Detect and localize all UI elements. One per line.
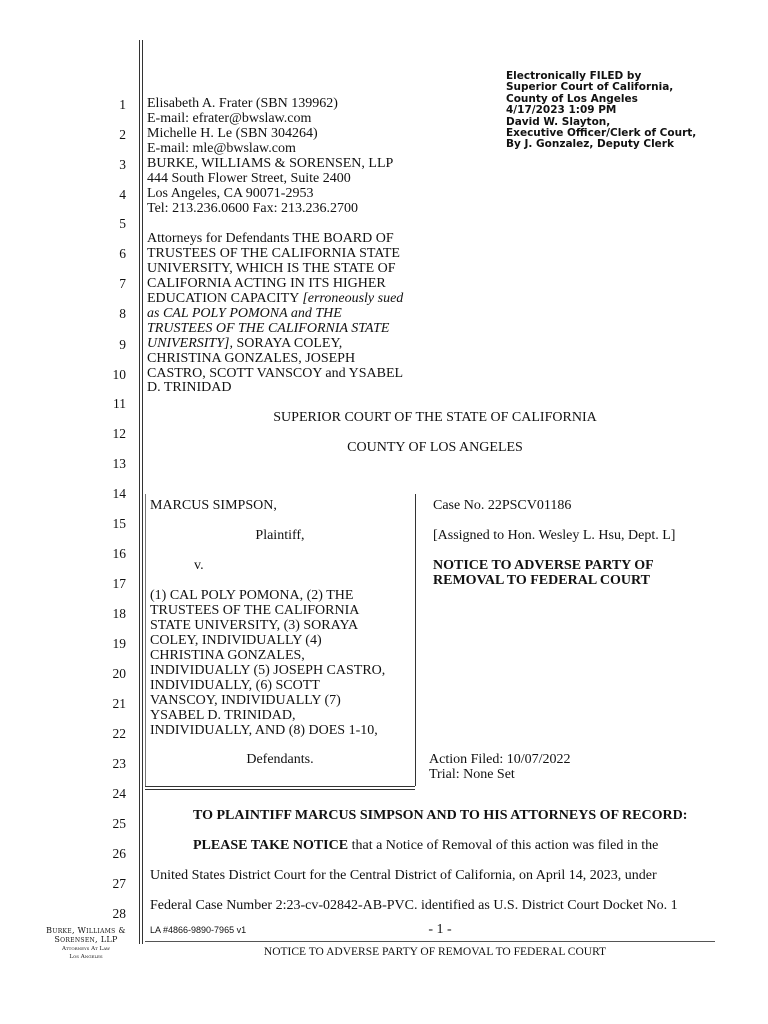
line-number: 10: [112, 367, 126, 382]
attorneys-for-line: [147, 291, 403, 307]
attorneys-for-line: TRUSTEES OF THE CALIFORNIA STATE: [147, 321, 390, 336]
defendant-line: INDIVIDUALLY, AND (8) DOES 1-10,: [150, 723, 378, 738]
body-paragraph-line: [193, 838, 658, 854]
line-number: 3: [119, 157, 126, 172]
trial-date: Trial: None Set: [429, 767, 515, 782]
firm-city: Los Angeles: [69, 954, 103, 960]
attorneys-for-text: SORAYA COLEY,: [232, 336, 343, 351]
firm-name-line-1: Burke, Williams &: [46, 926, 126, 935]
plaintiff-name: MARCUS SIMPSON,: [150, 498, 277, 513]
left-margin-rule-inner: [142, 40, 143, 944]
line-number: 5: [119, 216, 126, 231]
line-number: 8: [119, 306, 126, 321]
line-number: 13: [112, 456, 126, 471]
stamp-line: 4/17/2023 1:09 PM: [506, 104, 617, 117]
caption-bottom-rule-2: [145, 789, 415, 790]
defendant-line: STATE UNIVERSITY, (3) SORAYA: [150, 618, 359, 633]
salutation: TO PLAINTIFF MARCUS SIMPSON AND TO HIS ATTORNEYS OF RECORD:: [193, 808, 688, 823]
defendant-line: CHRISTINA GONZALES,: [150, 648, 305, 663]
line-number: 1: [119, 97, 126, 112]
caption-bottom-rule: [145, 786, 415, 787]
line-number: 15: [112, 516, 126, 531]
line-number: 24: [112, 786, 126, 801]
stamp-line: Electronically FILED by: [506, 70, 642, 82]
attorneys-for-line: TRUSTEES OF THE CALIFORNIA STATE: [147, 246, 400, 261]
attorneys-for-line: D. TRINIDAD: [147, 380, 232, 395]
document-title-line-2: REMOVAL TO FEDERAL COURT: [433, 573, 650, 588]
erroneously-sued-text: [erroneously sued: [302, 291, 404, 306]
line-number: 25: [112, 816, 126, 831]
attorney-line: Michelle H. Le (SBN 304264): [147, 126, 318, 141]
line-number: 16: [112, 546, 126, 561]
page-number: - 1 -: [428, 922, 452, 937]
line-number: 20: [112, 666, 126, 681]
line-number: 17: [112, 576, 126, 591]
firm-name-line-2: Sorensen, LLP: [54, 935, 118, 944]
line-number: 26: [112, 846, 126, 861]
defendant-line: VANSCOY, INDIVIDUALLY (7): [150, 693, 341, 708]
attorneys-for-line: UNIVERSITY, WHICH IS THE STATE OF: [147, 261, 396, 276]
assigned-judge: [Assigned to Hon. Wesley L. Hsu, Dept. L]: [433, 528, 676, 543]
attorneys-for-line: CHRISTINA GONZALES, JOSEPH: [147, 351, 356, 366]
attorneys-for-line: [147, 336, 342, 352]
document-id: LA #4866-9890-7965 v1: [150, 925, 247, 935]
attorney-line: E-mail: efrater@bwslaw.com: [147, 111, 312, 126]
stamp-line: County of Los Angeles: [506, 92, 638, 105]
court-name: SUPERIOR COURT OF THE STATE OF CALIFORNIA: [273, 410, 597, 425]
attorney-line: Elisabeth A. Frater (SBN 139962): [147, 96, 338, 111]
body-text: that a Notice of Removal of this action was filed in the: [348, 838, 659, 853]
please-take-notice: PLEASE TAKE NOTICE: [193, 838, 349, 853]
footer-rule: [145, 941, 715, 942]
body-paragraph-line: Federal Case Number 2:23-cv-02842-AB-PVC. identified as U.S. District Court Docket No. 1: [150, 898, 678, 913]
line-number: 7: [119, 276, 126, 291]
left-margin-rule-outer: [139, 40, 140, 944]
defendants-role: Defendants.: [246, 752, 314, 767]
line-number: 23: [112, 756, 126, 771]
action-filed-date: Action Filed: 10/07/2022: [429, 752, 571, 767]
attorney-line: 444 South Flower Street, Suite 2400: [147, 171, 351, 186]
case-number: Case No. 22PSCV01186: [433, 498, 572, 513]
attorneys-for-text: EDUCATION CAPACITY: [147, 291, 303, 306]
line-number: 6: [119, 246, 126, 261]
filing-stamp: [506, 71, 696, 151]
line-number: 21: [112, 696, 126, 711]
firm-attorneys-at-law: Attorneys At Law: [61, 946, 111, 952]
attorneys-for-line: CASTRO, SCOTT VANSCOY and YSABEL: [147, 366, 404, 381]
attorneys-for-line: CALIFORNIA ACTING IN ITS HIGHER: [147, 276, 386, 291]
footer-title: NOTICE TO ADVERSE PARTY OF REMOVAL TO FEDERAL COURT: [263, 946, 607, 958]
attorney-line: E-mail: mle@bwslaw.com: [147, 141, 296, 156]
line-number: 19: [112, 636, 126, 651]
stamp-line: Superior Court of California,: [506, 81, 674, 94]
stamp-line: Executive Officer/Clerk of Court,: [506, 127, 697, 140]
attorney-line: BURKE, WILLIAMS & SORENSEN, LLP: [147, 156, 394, 171]
line-number: 18: [112, 606, 126, 621]
document-title-line-1: NOTICE TO ADVERSE PARTY OF: [433, 558, 654, 573]
stamp-line: David W. Slayton,: [506, 115, 611, 128]
university-italic-text: UNIVERSITY],: [147, 336, 233, 351]
line-number: 22: [112, 726, 126, 741]
defendant-line: INDIVIDUALLY (5) JOSEPH CASTRO,: [150, 663, 386, 678]
firm-footer: [30, 926, 142, 960]
versus: v.: [194, 558, 204, 573]
plaintiff-role: Plaintiff,: [255, 528, 305, 543]
line-number: 4: [119, 187, 126, 202]
attorneys-for-line: as CAL POLY POMONA and THE: [147, 306, 342, 321]
defendant-line: YSABEL D. TRINIDAD,: [150, 708, 296, 723]
defendant-line: TRUSTEES OF THE CALIFORNIA: [150, 603, 360, 618]
line-number: 28: [112, 906, 126, 921]
attorney-line: Los Angeles, CA 90071-2953: [147, 186, 314, 201]
defendant-line: COLEY, INDIVIDUALLY (4): [150, 633, 322, 648]
line-number: 14: [112, 486, 126, 501]
line-number: 2: [119, 127, 126, 142]
caption-divider: [415, 494, 416, 786]
court-county: COUNTY OF LOS ANGELES: [347, 440, 523, 455]
line-number: 11: [113, 396, 126, 411]
defendant-line: INDIVIDUALLY, (6) SCOTT: [150, 678, 320, 693]
body-paragraph-line: United States District Court for the Central District of California, on April 14, 2023, under: [150, 868, 657, 883]
attorneys-for-line: Attorneys for Defendants THE BOARD OF: [147, 231, 394, 246]
attorney-line: Tel: 213.236.0600 Fax: 213.236.2700: [147, 201, 358, 216]
line-number: 27: [112, 876, 126, 891]
defendant-line: (1) CAL POLY POMONA, (2) THE: [150, 588, 354, 603]
line-number: 9: [119, 337, 126, 352]
line-number: 12: [112, 426, 126, 441]
stamp-line: By J. Gonzalez, Deputy Clerk: [506, 138, 674, 151]
